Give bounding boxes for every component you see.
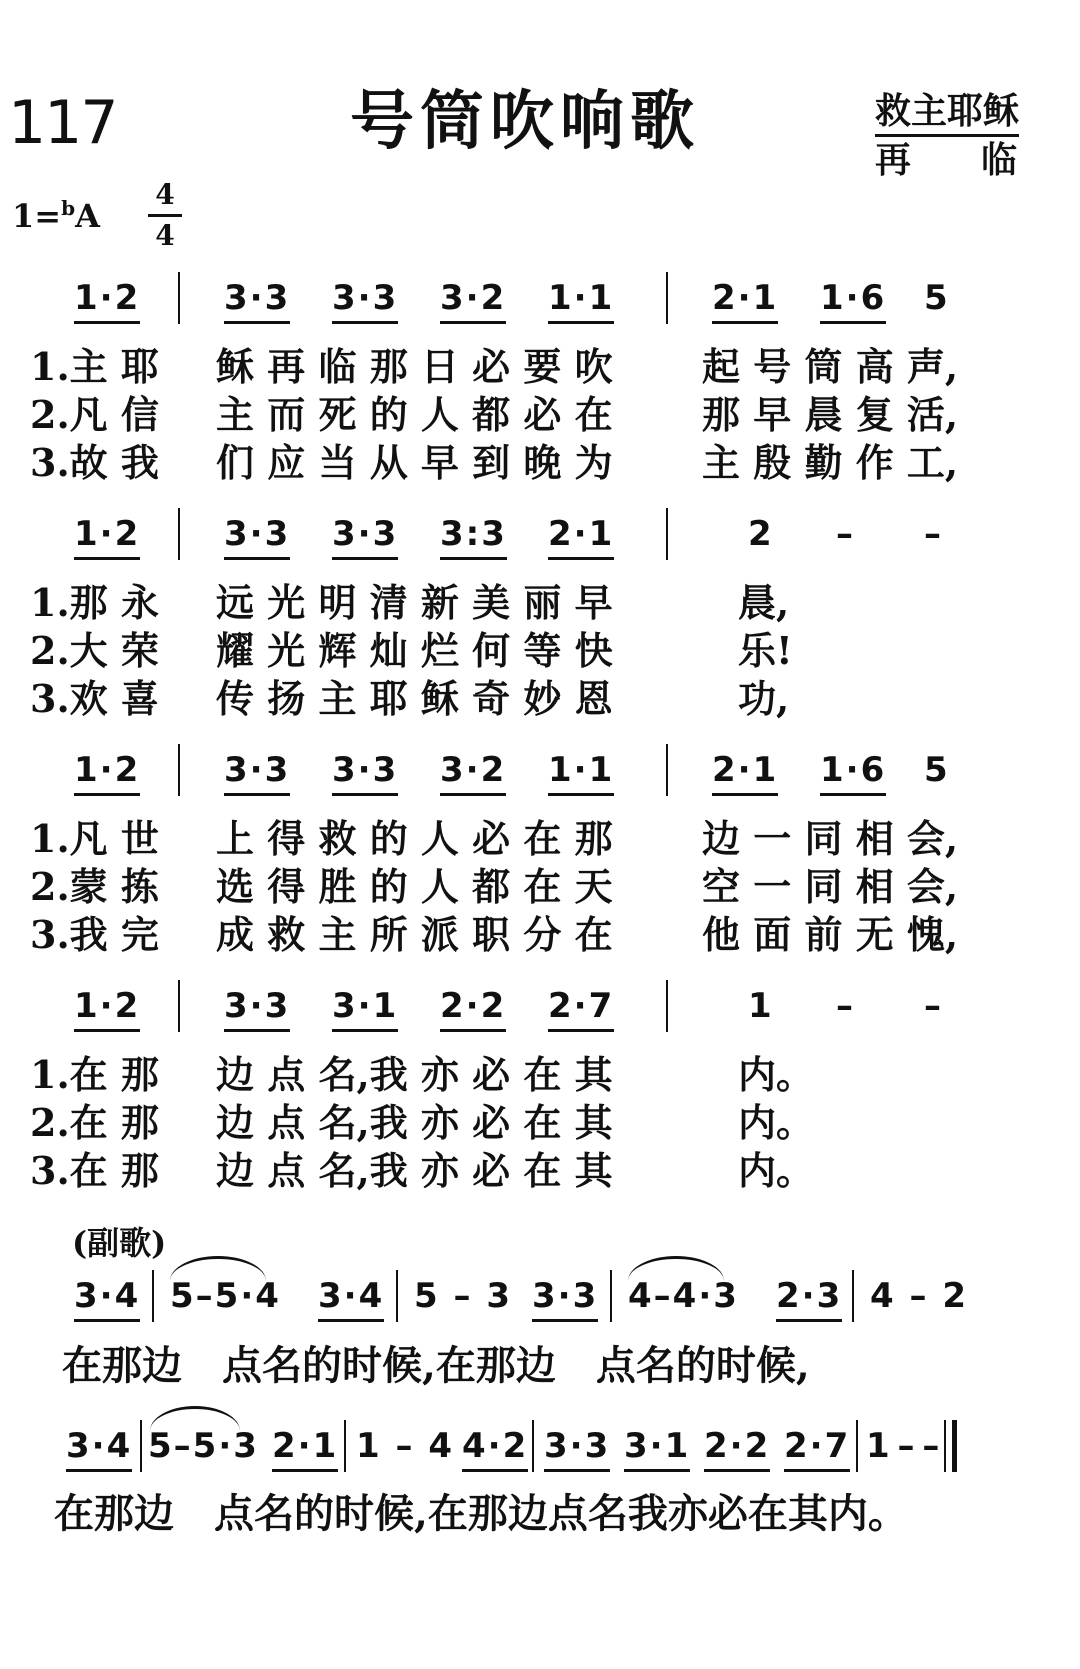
note-group: 1 xyxy=(748,986,774,1026)
note-group: 3·3 xyxy=(224,514,291,554)
note-group: – xyxy=(924,514,943,554)
lyric-seg: 晨, xyxy=(738,580,790,625)
note-group: 3·2 xyxy=(440,750,507,790)
note-group: 1 – 4 xyxy=(356,1426,454,1466)
chorus-lyric-line-2: 在那边 点名的时候,在那边点名我亦必在其内。 xyxy=(54,1490,908,1537)
note-group: 4 – 2 xyxy=(870,1276,968,1316)
note-group: 2·2 xyxy=(704,1426,771,1466)
theme-line-2-b: 临 xyxy=(981,139,1018,181)
lyric-seg: 边 点 名,我 亦 必 在 其 xyxy=(216,1100,613,1145)
note-group: 2·1 xyxy=(712,750,779,790)
note-group: 1·2 xyxy=(74,750,141,790)
key-prefix: 1= xyxy=(12,197,62,235)
note-group: 3·2 xyxy=(440,278,507,318)
note-group: 1·2 xyxy=(74,278,141,318)
note-group: 3·3 xyxy=(332,278,399,318)
verse-row-2-notes xyxy=(0,514,1080,574)
note-group: 2·7 xyxy=(784,1426,851,1466)
note-group: 4·2 xyxy=(462,1426,529,1466)
chorus-row-1-notes xyxy=(0,1276,1080,1336)
note-group: 5 – 3 xyxy=(414,1276,512,1316)
chorus-row-2-notes xyxy=(0,1426,1080,1486)
note-group: 5–5·3 xyxy=(148,1426,259,1466)
verse-row-3-notes xyxy=(0,750,1080,810)
lyric-seg: 1.凡 世 xyxy=(30,816,159,861)
note-group: 2·2 xyxy=(440,986,507,1026)
note-group: 3·4 xyxy=(74,1276,141,1316)
lyric-seg: 主 而 死 的 人 都 必 在 xyxy=(216,392,613,437)
key-flat: b xyxy=(61,196,76,220)
note-group: 3·3 xyxy=(544,1426,611,1466)
lyric-seg: 1.在 那 xyxy=(30,1052,159,1097)
lyric-seg: 2.凡 信 xyxy=(30,392,159,437)
lyric-seg: 2.在 那 xyxy=(30,1100,159,1145)
theme-label xyxy=(875,88,1019,183)
lyric-seg: 空 一 同 相 会, xyxy=(702,864,959,909)
note-group: 3·3 xyxy=(532,1276,599,1316)
lyric-seg: 1.那 永 xyxy=(30,580,159,625)
lyric-seg: 他 面 前 无 愧, xyxy=(702,912,959,957)
note-group: 3·3 xyxy=(224,278,291,318)
verse-row-1-notes xyxy=(0,278,1080,338)
lyric-seg: 远 光 明 清 新 美 丽 早 xyxy=(216,580,613,625)
note-group: 3:3 xyxy=(440,514,507,554)
lyric-seg: 内。 xyxy=(738,1148,815,1193)
final-barline xyxy=(952,1420,957,1472)
note-group: 1·6 xyxy=(820,750,887,790)
lyric-seg: 3.欢 喜 xyxy=(30,676,159,721)
note-group: 3·3 xyxy=(332,514,399,554)
note-group: – xyxy=(836,514,855,554)
lyric-seg: 选 得 胜 的 人 都 在 天 xyxy=(216,864,613,909)
lyric-seg: 2.蒙 拣 xyxy=(30,864,159,909)
note-group: 2·1 xyxy=(712,278,779,318)
verse-row-4-notes xyxy=(0,986,1080,1046)
note-group: 3·3 xyxy=(224,750,291,790)
lyric-seg: 稣 再 临 那 日 必 要 吹 xyxy=(216,344,613,389)
lyric-seg: 边 点 名,我 亦 必 在 其 xyxy=(216,1148,613,1193)
lyric-seg: 成 救 主 所 派 职 分 在 xyxy=(216,912,613,957)
time-sig-top: 4 xyxy=(155,178,175,211)
chorus-label: (副歌) xyxy=(72,1224,167,1262)
hymn-number: 117 xyxy=(8,88,117,158)
lyric-seg: 内。 xyxy=(738,1052,815,1097)
note-group: 5 xyxy=(924,278,950,318)
note-group: 5 xyxy=(924,750,950,790)
note-group: 2·7 xyxy=(548,986,615,1026)
note-group: 1·1 xyxy=(548,750,615,790)
note-group: 3·4 xyxy=(66,1426,133,1466)
lyric-seg: 3.在 那 xyxy=(30,1148,159,1193)
lyric-seg: 内。 xyxy=(738,1100,815,1145)
note-group: 3·1 xyxy=(332,986,399,1026)
lyric-seg: 乐! xyxy=(738,628,793,673)
lyric-seg: 耀 光 辉 灿 烂 何 等 快 xyxy=(216,628,613,673)
lyric-seg: 2.大 荣 xyxy=(30,628,159,673)
note-group: 2 xyxy=(748,514,774,554)
theme-line-2-a: 再 xyxy=(875,139,912,181)
lyric-seg: 边 点 名,我 亦 必 在 其 xyxy=(216,1052,613,1097)
note-group: 4–4·3 xyxy=(628,1276,739,1316)
note-group: – xyxy=(836,986,855,1026)
lyric-seg: 传 扬 主 耶 稣 奇 妙 恩 xyxy=(216,676,613,721)
lyric-seg: 3.故 我 xyxy=(30,440,159,485)
note-group: 3·1 xyxy=(624,1426,691,1466)
note-group: 3·3 xyxy=(224,986,291,1026)
lyric-seg: 起 号 筒 高 声, xyxy=(702,344,959,389)
lyric-seg: 那 早 晨 复 活, xyxy=(702,392,959,437)
chorus-lyric-line-1: 在那边 点名的时候,在那边 点名的时候, xyxy=(62,1342,810,1389)
note-group: 1·2 xyxy=(74,514,141,554)
lyric-seg: 3.我 完 xyxy=(30,912,159,957)
note-group: 2·3 xyxy=(776,1276,843,1316)
note-group: 1 – – xyxy=(866,1426,938,1466)
note-group: 2·1 xyxy=(272,1426,339,1466)
lyric-seg: 功, xyxy=(738,676,790,721)
lyric-seg: 主 殷 勤 作 工, xyxy=(702,440,959,485)
note-group: 1·2 xyxy=(74,986,141,1026)
key-signature xyxy=(12,196,100,235)
note-group: 2·1 xyxy=(548,514,615,554)
key-note: A xyxy=(75,197,100,235)
lyric-seg: 上 得 救 的 人 必 在 那 xyxy=(216,816,613,861)
note-group: 5–5·4 xyxy=(170,1276,281,1316)
time-sig-bottom: 4 xyxy=(155,219,175,252)
lyric-seg: 们 应 当 从 早 到 晚 为 xyxy=(216,440,613,485)
time-signature xyxy=(148,180,182,251)
song-title: 号筒吹响歌 xyxy=(350,84,700,159)
note-group: 1·1 xyxy=(548,278,615,318)
note-group: 1·6 xyxy=(820,278,887,318)
theme-line-1: 救主耶稣 xyxy=(875,88,1019,137)
note-group: – xyxy=(924,986,943,1026)
lyric-seg: 边 一 同 相 会, xyxy=(702,816,959,861)
lyric-seg: 1.主 耶 xyxy=(30,344,159,389)
note-group: 3·4 xyxy=(318,1276,385,1316)
note-group: 3·3 xyxy=(332,750,399,790)
theme-line-2 xyxy=(875,137,1019,183)
